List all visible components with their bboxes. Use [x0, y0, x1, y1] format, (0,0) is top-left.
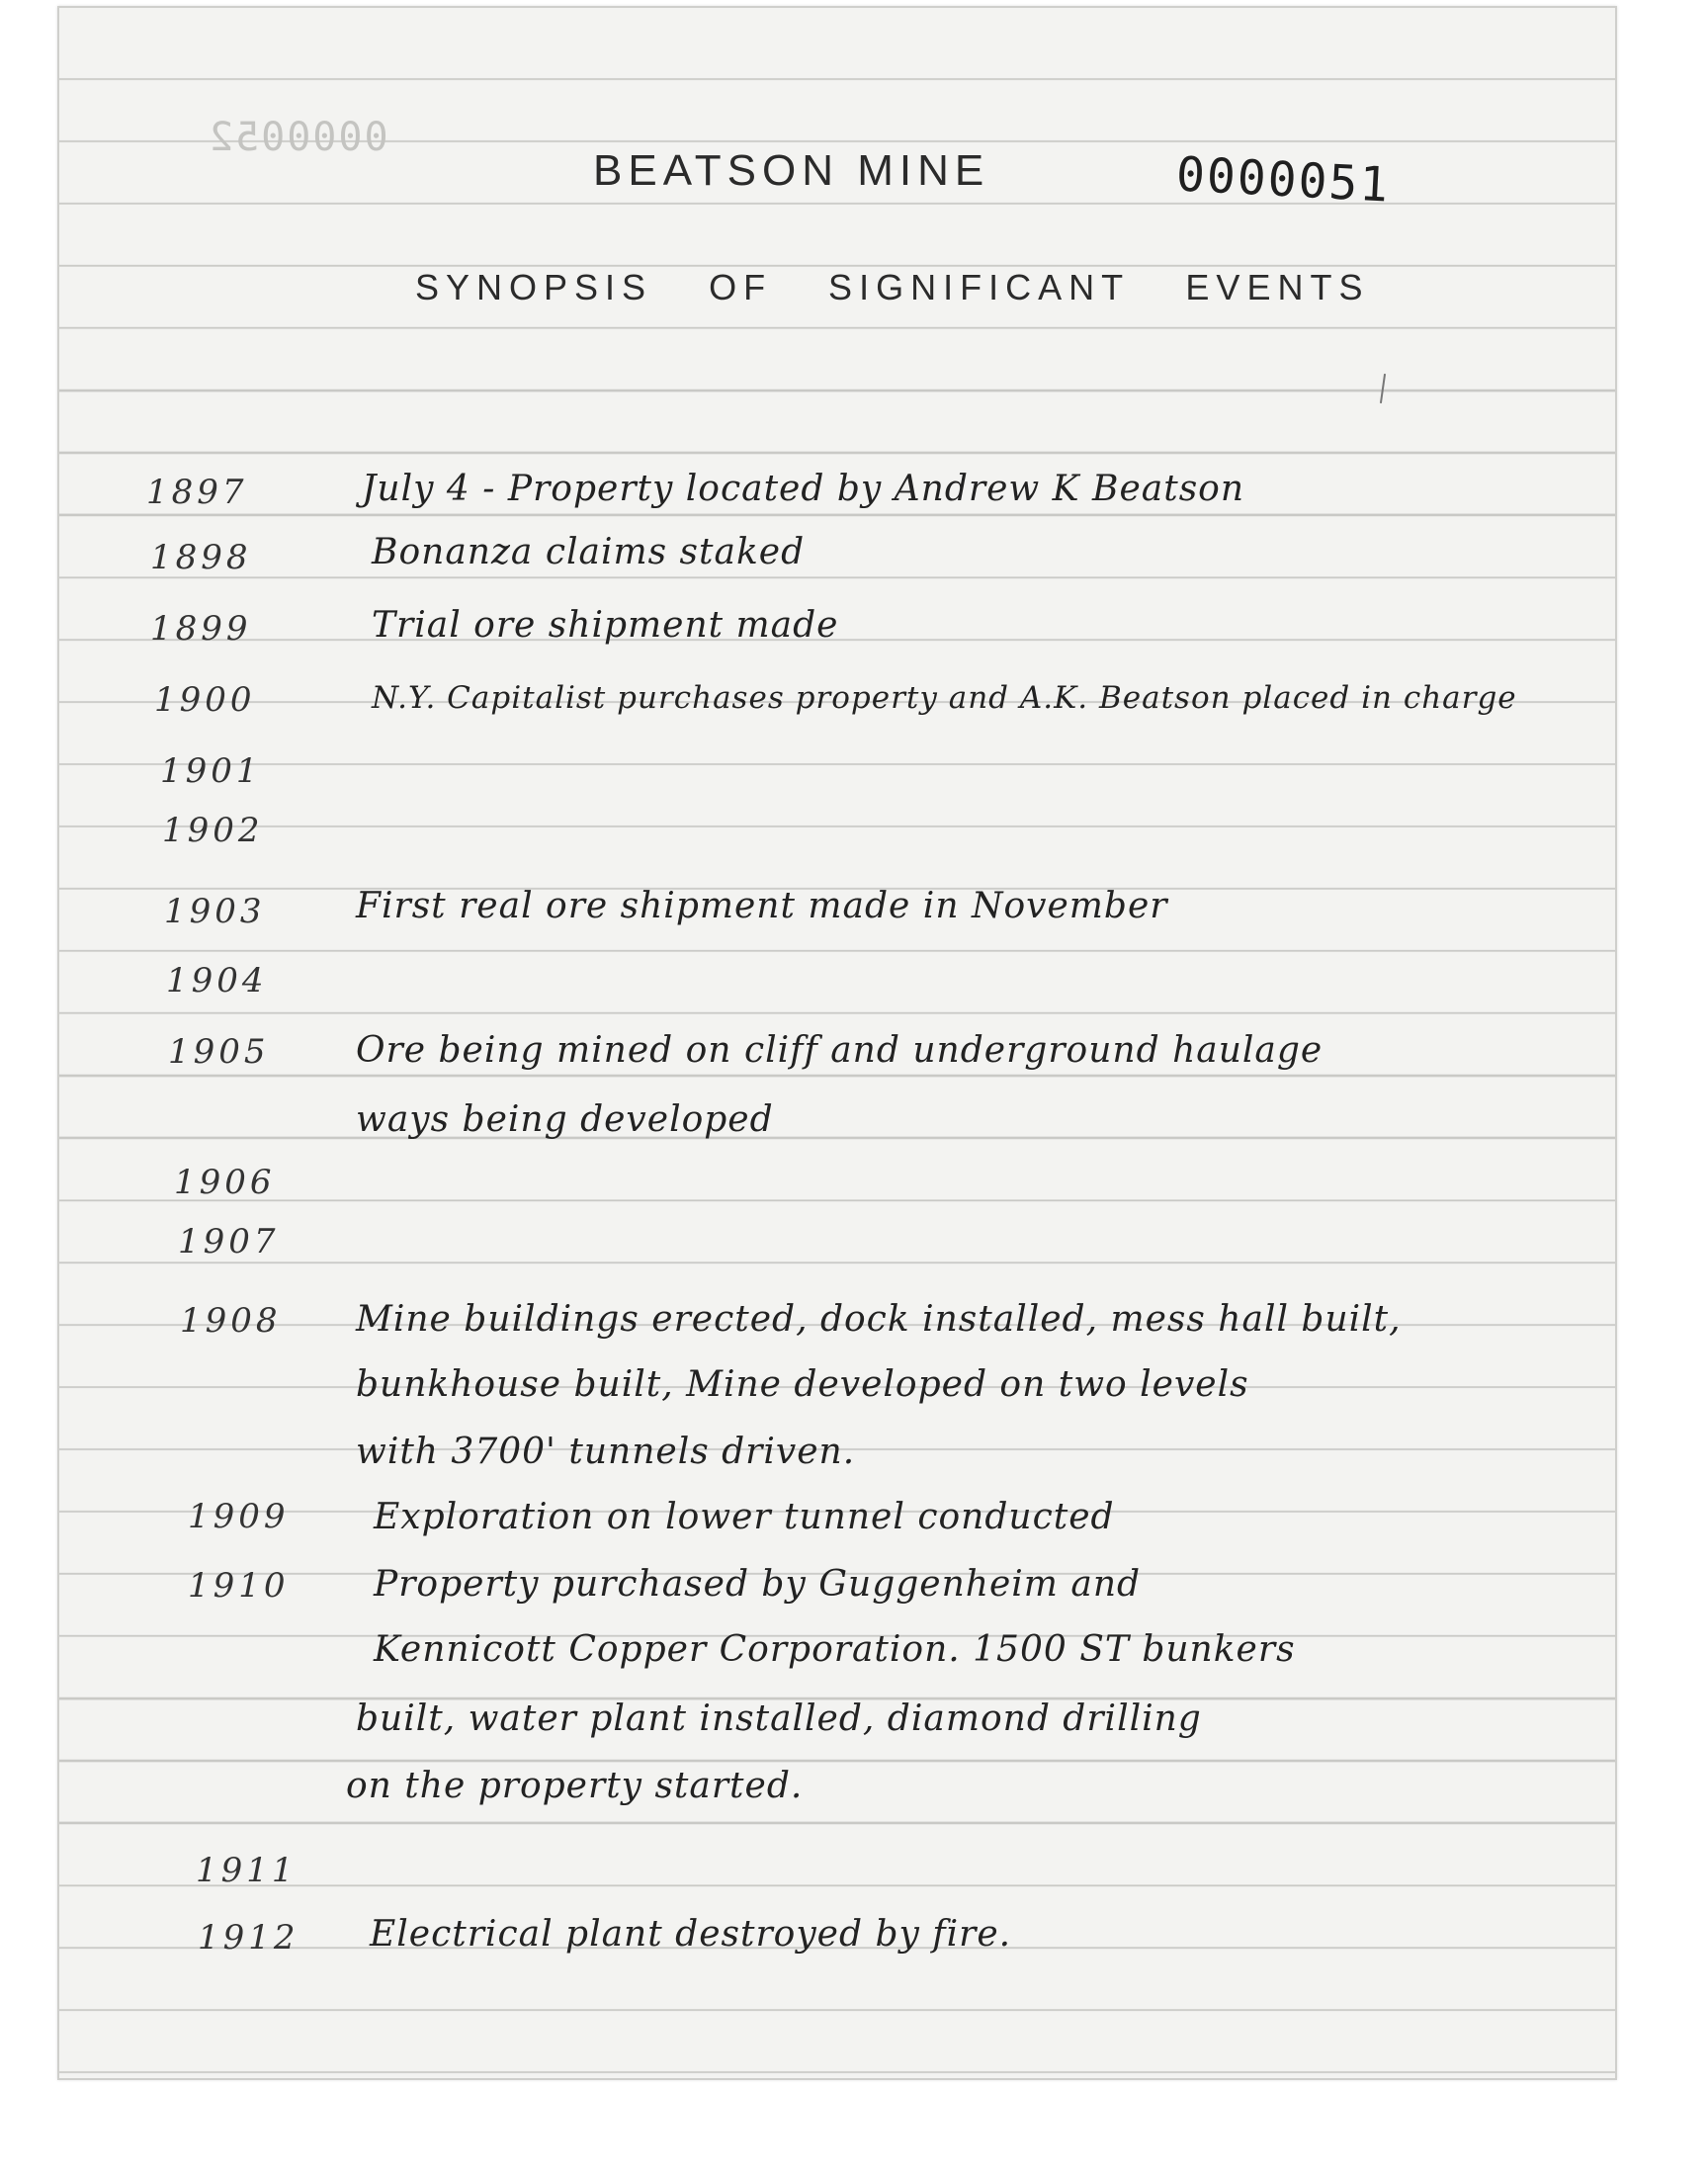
event-text: ways being developed [356, 1099, 774, 1140]
event-text: Mine buildings erected, dock installed, mess hall built, [356, 1299, 1402, 1340]
year-label: 1907 [178, 1222, 280, 1262]
year-label: 1903 [164, 892, 266, 931]
event-text: Electrical plant destroyed by fire. [370, 1914, 1012, 1955]
year-label: 1906 [174, 1163, 276, 1202]
event-text: with 3700' tunnels driven. [356, 1432, 856, 1472]
event-text: Kennicott Copper Corporation. 1500 ST bunkers [374, 1629, 1296, 1670]
year-label: 1902 [162, 811, 264, 850]
event-text: built, water plant installed, diamond drilling [356, 1698, 1202, 1739]
year-label: 1905 [168, 1032, 270, 1072]
year-label: 1912 [198, 1918, 299, 1958]
year-label: 1909 [188, 1497, 290, 1536]
document-heading: BEATSON MINE [593, 146, 990, 195]
year-label: 1904 [166, 961, 268, 1000]
event-text: N.Y. Capitalist purchases property and A.K. Beatson placed in charge [372, 680, 1517, 716]
year-label: 1899 [150, 609, 252, 649]
event-text: Ore being mined on cliff and underground haulage [356, 1030, 1324, 1071]
year-label: 1911 [196, 1851, 298, 1890]
document-subtitle: SYNOPSIS OF SIGNIFICANT EVENTS [415, 267, 1370, 307]
event-text: on the property started. [346, 1766, 804, 1806]
event-text: Property purchased by Guggenheim and [374, 1564, 1142, 1605]
event-text: First real ore shipment made in November [356, 886, 1168, 926]
event-text: bunkhouse built, Mine developed on two levels [356, 1364, 1249, 1405]
event-text: Trial ore shipment made [372, 605, 839, 646]
event-text: July 4 - Property located by Andrew K Beatson [362, 469, 1245, 509]
year-label: 1910 [188, 1566, 290, 1606]
document-number-stamp: 0000051 [1174, 146, 1392, 214]
faint-bleedthrough-stamp: 0000052 [208, 115, 388, 160]
year-label: 1908 [180, 1301, 282, 1341]
event-text: Bonanza claims staked [372, 532, 806, 572]
pencil-tick-mark [1380, 374, 1386, 403]
year-label: 1897 [146, 473, 248, 512]
year-label: 1900 [154, 680, 256, 720]
event-text: Exploration on lower tunnel conducted [374, 1497, 1115, 1537]
year-label: 1898 [150, 538, 252, 577]
ruled-notepaper-sheet [57, 6, 1617, 2080]
year-label: 1901 [160, 751, 262, 791]
